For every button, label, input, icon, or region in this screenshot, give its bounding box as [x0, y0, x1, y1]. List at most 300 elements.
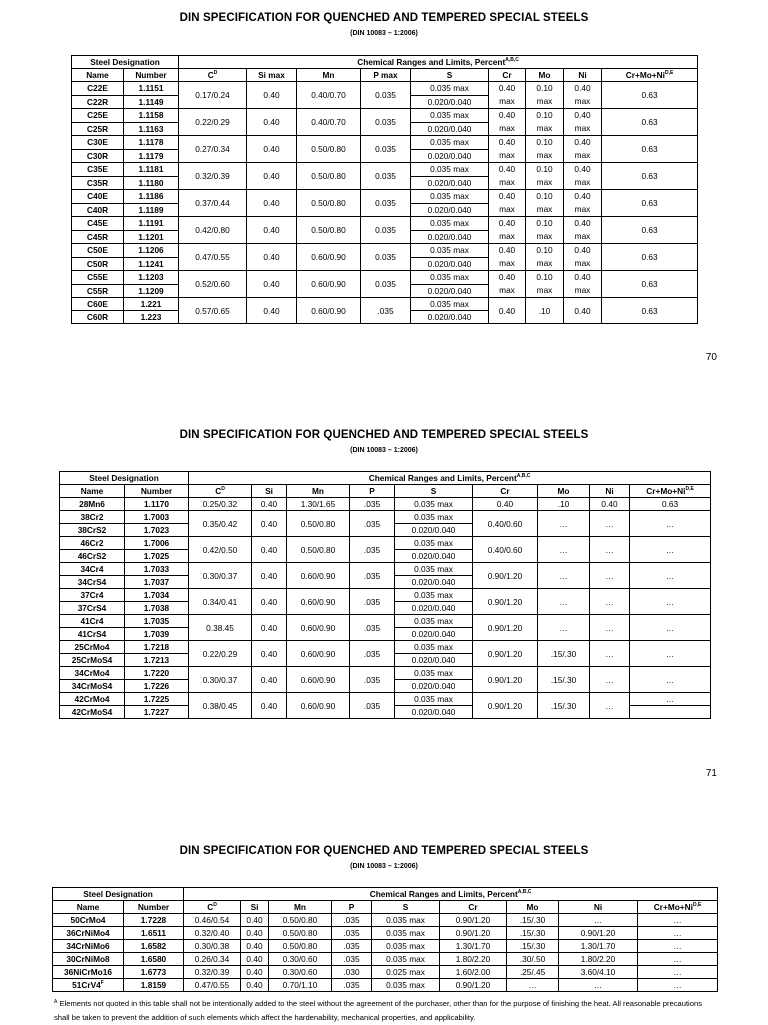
table-row — [53, 979, 718, 992]
steel-name: 38Cr2 — [60, 511, 125, 524]
table-cell: .15/.30 — [538, 693, 590, 719]
section3-subtitle: (DIN 10083 – 1:2006) — [350, 863, 418, 870]
table-cell: 0.26/0.34 — [184, 953, 241, 966]
steel-name: 34CrS4 — [60, 576, 125, 589]
table-cell: 1.60/2.00 — [440, 966, 507, 979]
table-cell: 0.60/0.90 — [287, 589, 350, 615]
table-row — [60, 589, 711, 602]
steel-number: 1.1206 — [124, 244, 179, 258]
table-cell: 0.40 — [252, 563, 287, 589]
table-cell: .15/.30 — [538, 641, 590, 667]
steel-number: 1.7227 — [125, 706, 189, 719]
table-cell: … — [538, 615, 590, 641]
table-row — [60, 511, 711, 524]
steel-name: 28Mn6 — [60, 498, 125, 511]
table-cell: … — [590, 563, 630, 589]
table-cell: 0.020/0.040 — [411, 122, 489, 136]
steel-number: 1.7035 — [125, 615, 189, 628]
table-cell: 0.40 — [241, 940, 269, 953]
table-cell: 0.40/0.60 — [473, 511, 538, 537]
table-row — [72, 244, 698, 258]
table-cell: 0.40 — [247, 136, 297, 163]
steel-name: 34CrMoS4 — [60, 680, 125, 693]
steel-number: 1.6511 — [124, 927, 184, 940]
table-cell: 0.035 — [361, 82, 411, 109]
steel-number: 1.7220 — [125, 667, 189, 680]
steel-name: 50CrMo4 — [53, 914, 124, 927]
table-cell: .10 — [538, 498, 590, 511]
table-cell: 0.40 max — [489, 190, 526, 217]
steel-name: C45R — [72, 230, 124, 244]
table-row — [72, 271, 698, 285]
steel-number: 1.6582 — [124, 940, 184, 953]
table-row — [72, 82, 698, 96]
table-cell: 0.63 — [630, 498, 711, 511]
table-cell: 0.60/0.90 — [297, 298, 361, 324]
table-cell: 0.60/0.90 — [297, 271, 361, 298]
column-header: Cr — [473, 485, 538, 498]
table-row — [53, 927, 718, 940]
table-cell: 0.035 — [361, 244, 411, 271]
table-cell: … — [590, 615, 630, 641]
table-cell: … — [638, 979, 718, 992]
table-cell: … — [538, 537, 590, 563]
table-cell: 0.40 — [473, 498, 538, 511]
steel-name: 25CrMoS4 — [60, 654, 125, 667]
steel-name: 36CrNiMo4 — [53, 927, 124, 940]
steel-number: 1.7023 — [125, 524, 189, 537]
steel-number: 1.7037 — [125, 576, 189, 589]
table-cell: … — [630, 511, 711, 537]
table-cell: 0.50/0.80 — [297, 136, 361, 163]
table-cell: 0.60/0.90 — [287, 615, 350, 641]
table-cell: 0.34/0.41 — [189, 589, 252, 615]
steel-number: 1.7226 — [125, 680, 189, 693]
table-cell: 0.035 max — [395, 563, 473, 576]
table-cell: 1.80/2.20 — [559, 953, 638, 966]
table-cell: 0.40 — [247, 298, 297, 324]
table-cell: 0.60/0.90 — [297, 244, 361, 271]
steel-name: 42CrMoS4 — [60, 706, 125, 719]
table-cell: .035 — [332, 940, 372, 953]
table-cell: .10 — [526, 298, 564, 324]
steel-name: C40E — [72, 190, 124, 204]
table-cell: 0.30/0.37 — [189, 667, 252, 693]
table-cell: .035 — [332, 979, 372, 992]
table-cell: … — [590, 667, 630, 693]
table-cell: 0.10 max — [526, 109, 564, 136]
table-row — [72, 136, 698, 150]
steel-number: 1.1181 — [124, 163, 179, 177]
steel-number: 1.1179 — [124, 149, 179, 163]
column-header: Mo — [526, 69, 564, 82]
section2-subtitle: (DIN 10083 – 1:2006) — [350, 447, 418, 454]
table-cell: 0.40/0.70 — [297, 109, 361, 136]
table-cell: 0.40 — [252, 498, 287, 511]
table-cell: … — [538, 589, 590, 615]
table-cell: 0.40 — [252, 641, 287, 667]
steel-name: C40R — [72, 203, 124, 217]
table-cell: 0.035 max — [395, 641, 473, 654]
table-cell: .035 — [350, 498, 395, 511]
column-header: Ni — [564, 69, 602, 82]
table-cell: 0.40/0.60 — [473, 537, 538, 563]
table-cell: 1.30/1.70 — [440, 940, 507, 953]
table-cell: … — [638, 927, 718, 940]
table-cell: 0.32/0.39 — [179, 163, 247, 190]
table-cell: .15/.30 — [507, 927, 559, 940]
table-cell: 0.40 — [252, 511, 287, 537]
steel-number: 1.7006 — [125, 537, 189, 550]
table-cell: 0.020/0.040 — [395, 602, 473, 615]
steel-name: 42CrMo4 — [60, 693, 125, 706]
table-cell: 0.035 max — [372, 953, 440, 966]
table-cell: 0.38/0.45 — [189, 693, 252, 719]
table-cell: 0.020/0.040 — [395, 550, 473, 563]
table-cell: 0.42/0.80 — [179, 217, 247, 244]
table-cell: .15/.30 — [507, 914, 559, 927]
table-cell: … — [538, 511, 590, 537]
steel-number: 1.1209 — [124, 284, 179, 298]
steel-number: 1.7038 — [125, 602, 189, 615]
table-cell: .035 — [350, 563, 395, 589]
table-cell: … — [630, 563, 711, 589]
table-cell: 0.30/0.38 — [184, 940, 241, 953]
table-cell: 0.40 — [252, 537, 287, 563]
steel-name: 37CrS4 — [60, 602, 125, 615]
table-cell: 0.60/0.90 — [287, 641, 350, 667]
column-header: P max — [361, 69, 411, 82]
table-cell: .035 — [332, 953, 372, 966]
table-cell: .035 — [350, 693, 395, 719]
table-cell: … — [630, 537, 711, 563]
page-number-71: 71 — [705, 768, 717, 779]
table-cell: 0.63 — [602, 217, 698, 244]
chemical-ranges-header: Chemical Ranges and Limits, Percent$^{A,B,C}$ — [184, 888, 718, 901]
table-cell: 0.52/0.60 — [179, 271, 247, 298]
table-cell: … — [590, 537, 630, 563]
table-cell: 0.60/0.90 — [287, 693, 350, 719]
table-row — [72, 190, 698, 204]
column-header: Si max — [247, 69, 297, 82]
column-header: $C^D$ — [179, 69, 247, 82]
number-header: Number — [124, 901, 184, 914]
table-cell: 0.020/0.040 — [411, 149, 489, 163]
steel-number: 1.223 — [124, 311, 179, 324]
table-cell: 0.90/1.20 — [559, 927, 638, 940]
table-cell: 0.020/0.040 — [395, 680, 473, 693]
steel-name: 34Cr4 — [60, 563, 125, 576]
steel-name: 37Cr4 — [60, 589, 125, 602]
table-cell: 0.025 max — [372, 966, 440, 979]
table-cell: .25/.45 — [507, 966, 559, 979]
column-header: Mn — [297, 69, 361, 82]
table-cell: 0.90/1.20 — [473, 641, 538, 667]
table-cell: 0.40 — [252, 589, 287, 615]
table-cell: 0.50/0.80 — [269, 940, 332, 953]
table-cell: 0.63 — [602, 82, 698, 109]
steel-number: 1.7228 — [124, 914, 184, 927]
table-cell: 0.020/0.040 — [411, 257, 489, 271]
table-cell: 0.020/0.040 — [411, 203, 489, 217]
steel-designation-header: Steel Designation — [72, 56, 179, 69]
steel-number: 1.1163 — [124, 122, 179, 136]
table-cell: .035 — [350, 667, 395, 693]
table-cell: 0.035 max — [411, 298, 489, 311]
table-cell: 0.035 — [361, 136, 411, 163]
table-cell: 0.40/0.70 — [297, 82, 361, 109]
table-cell: … — [630, 589, 711, 615]
table-cell: 1.80/2.20 — [440, 953, 507, 966]
steel-number: 1.7039 — [125, 628, 189, 641]
table-cell: … — [559, 914, 638, 927]
name-header: Name — [53, 901, 124, 914]
table-cell: … — [638, 953, 718, 966]
column-header: Mn — [269, 901, 332, 914]
table-cell: 0.40 max — [564, 163, 602, 190]
table-row — [60, 641, 711, 654]
table-cell: 0.40 — [489, 298, 526, 324]
table-cell: 0.40 max — [564, 271, 602, 298]
steel-name: 36NiCrMo16 — [53, 966, 124, 979]
table-cell: .030 — [332, 966, 372, 979]
steel-number: 1.1191 — [124, 217, 179, 231]
steel-name: 41Cr4 — [60, 615, 125, 628]
table-cell: 0.035 — [361, 271, 411, 298]
table-cell: … — [638, 940, 718, 953]
table-cell: 0.90/1.20 — [440, 927, 507, 940]
steel-number: 1.7218 — [125, 641, 189, 654]
steel-number: 1.1178 — [124, 136, 179, 150]
table-cell: 0.035 — [361, 190, 411, 217]
table-cell: 0.40 max — [564, 109, 602, 136]
table-cell: .035 — [350, 537, 395, 563]
table-cell: .15/.30 — [507, 940, 559, 953]
table-cell: … — [630, 641, 711, 667]
table-cell: 0.40 — [247, 82, 297, 109]
section3-title: DIN SPECIFICATION FOR QUENCHED AND TEMPERED SPECIAL STEELS — [179, 845, 589, 857]
table-cell: … — [590, 589, 630, 615]
table-cell: 0.10 max — [526, 244, 564, 271]
table-cell: 0.90/1.20 — [473, 667, 538, 693]
table-cell: … — [630, 615, 711, 641]
table-row — [53, 953, 718, 966]
table-cell: 0.035 max — [411, 82, 489, 96]
column-header: S — [372, 901, 440, 914]
table-cell: … — [590, 511, 630, 537]
table-cell: 0.40 max — [564, 217, 602, 244]
table-cell: 0.50/0.80 — [269, 927, 332, 940]
steel-name: C22R — [72, 95, 124, 109]
table-cell: 0.50/0.80 — [297, 163, 361, 190]
table-cell: 0.035 — [361, 109, 411, 136]
table-cell: 0.40 — [252, 693, 287, 719]
steel-number: 1.1201 — [124, 230, 179, 244]
steel-name: C30E — [72, 136, 124, 150]
steel-name: C50R — [72, 257, 124, 271]
steel-name: 30CrNiMo8 — [53, 953, 124, 966]
table-cell: 0.90/1.20 — [440, 979, 507, 992]
table-cell: 0.020/0.040 — [395, 524, 473, 537]
column-header: $Cr+Mo+Ni^{D,E}$ — [630, 485, 711, 498]
table-cell: 0.40 — [247, 109, 297, 136]
table-cell: … — [538, 563, 590, 589]
steel-designation-header: Steel Designation — [60, 472, 189, 485]
table-cell: 0.10 max — [526, 190, 564, 217]
table-cell: 0.63 — [602, 136, 698, 163]
spec-table-3 — [52, 887, 718, 992]
table-cell: 0.020/0.040 — [411, 230, 489, 244]
steel-name: 34CrMo4 — [60, 667, 125, 680]
table-cell: 0.40 — [247, 217, 297, 244]
chemical-ranges-header: Chemical Ranges and Limits, Percent$^{A,B,C}$ — [189, 472, 711, 485]
steel-name: 38CrS2 — [60, 524, 125, 537]
table-row — [53, 914, 718, 927]
table-cell: 0.40 — [241, 979, 269, 992]
table-cell: … — [590, 641, 630, 667]
table-cell: 0.035 max — [395, 537, 473, 550]
table-cell: .035 — [332, 914, 372, 927]
table-cell: 0.30/0.37 — [189, 563, 252, 589]
table-cell: 0.70/1.10 — [269, 979, 332, 992]
table-cell: 0.035 max — [411, 136, 489, 150]
table-cell: 0.63 — [602, 271, 698, 298]
table-cell: 0.22/0.29 — [179, 109, 247, 136]
table-cell: 0.035 max — [395, 615, 473, 628]
table-cell: 0.40 max — [489, 244, 526, 271]
table-cell: 0.035 max — [411, 163, 489, 177]
table-cell: 0.50/0.80 — [297, 217, 361, 244]
steel-name: C60E — [72, 298, 124, 311]
steel-name: 41CrS4 — [60, 628, 125, 641]
table-cell: .035 — [350, 615, 395, 641]
table-cell: 0.40 max — [564, 136, 602, 163]
table-cell: 0.63 — [602, 163, 698, 190]
table-cell: 0.40 max — [564, 190, 602, 217]
table-cell: 0.035 — [361, 163, 411, 190]
table-cell: … — [507, 979, 559, 992]
section1-title: DIN SPECIFICATION FOR QUENCHED AND TEMPERED SPECIAL STEELS — [179, 12, 589, 24]
steel-name: C55E — [72, 271, 124, 285]
table-cell: … — [638, 966, 718, 979]
steel-name: C25E — [72, 109, 124, 123]
table-cell: 0.90/1.20 — [473, 563, 538, 589]
table-cell: 0.40 — [247, 271, 297, 298]
table-cell: 0.020/0.040 — [395, 628, 473, 641]
steel-name: C50E — [72, 244, 124, 258]
table-cell: 0.50/0.80 — [269, 914, 332, 927]
table-cell: 1.30/1.70 — [559, 940, 638, 953]
table-cell: 0.035 max — [411, 109, 489, 123]
table-cell: .15/.30 — [538, 667, 590, 693]
table-cell: 0.035 — [361, 217, 411, 244]
table-cell: 0.63 — [602, 190, 698, 217]
table-row — [60, 693, 711, 706]
table-cell: 1.30/1.65 — [287, 498, 350, 511]
table-cell: 0.25/0.32 — [189, 498, 252, 511]
table-cell: 0.37/0.44 — [179, 190, 247, 217]
table-row — [72, 217, 698, 231]
table-cell: 0.035 max — [411, 244, 489, 258]
table-cell: 0.50/0.80 — [297, 190, 361, 217]
table-cell: 0.035 max — [395, 511, 473, 524]
table-row — [60, 615, 711, 628]
table-cell: 0.40 — [564, 298, 602, 324]
spec-table-2 — [59, 471, 711, 719]
table-cell: 0.40 — [241, 914, 269, 927]
table-cell: 0.020/0.040 — [395, 654, 473, 667]
steel-number: 1.7033 — [125, 563, 189, 576]
column-header: Ni — [559, 901, 638, 914]
table-cell: 0.40 — [241, 927, 269, 940]
table-cell: 0.020/0.040 — [411, 176, 489, 190]
table-row — [72, 109, 698, 123]
steel-name: C35E — [72, 163, 124, 177]
steel-name: C35R — [72, 176, 124, 190]
column-header: $C^D$ — [184, 901, 241, 914]
table-cell: 0.40 — [247, 190, 297, 217]
table-cell: 0.40 — [252, 667, 287, 693]
steel-number: 1.6773 — [124, 966, 184, 979]
table-cell: .035 — [332, 927, 372, 940]
table-cell: 0.60/0.90 — [287, 563, 350, 589]
table-cell: 0.020/0.040 — [411, 284, 489, 298]
column-header: Si — [241, 901, 269, 914]
table-cell: 0.020/0.040 — [411, 311, 489, 324]
name-header: Name — [72, 69, 124, 82]
column-header: Mo — [538, 485, 590, 498]
table-cell: 0.40 — [252, 615, 287, 641]
steel-designation-header: Steel Designation — [53, 888, 184, 901]
table-cell: 0.17/0.24 — [179, 82, 247, 109]
table-cell: 0.035 max — [372, 940, 440, 953]
table-cell: 0.30/0.60 — [269, 953, 332, 966]
steel-number: 1.1149 — [124, 95, 179, 109]
table-cell — [630, 706, 711, 719]
steel-name: 46CrS2 — [60, 550, 125, 563]
table-cell: 0.035 max — [395, 589, 473, 602]
table-cell: 0.035 max — [411, 217, 489, 231]
table-cell: 0.63 — [602, 298, 698, 324]
table-cell: 0.035 max — [372, 979, 440, 992]
table-cell: 0.57/0.65 — [179, 298, 247, 324]
table-row — [60, 498, 711, 511]
chemical-ranges-header: Chemical Ranges and Limits, Percent$^{A,B,C}$ — [179, 56, 698, 69]
steel-number: 1.1186 — [124, 190, 179, 204]
table-cell: 0.40 — [247, 244, 297, 271]
table-cell: 0.035 max — [395, 693, 473, 706]
table-cell: .035 — [350, 511, 395, 537]
table-cell: 0.46/0.54 — [184, 914, 241, 927]
table-cell: 0.40 max — [489, 271, 526, 298]
table-cell: 0.035 max — [411, 190, 489, 204]
table-cell: 0.035 max — [372, 927, 440, 940]
table-cell: 0.90/1.20 — [473, 589, 538, 615]
table-row — [72, 163, 698, 177]
table-cell: 0.30/0.60 — [269, 966, 332, 979]
table-cell: .035 — [350, 641, 395, 667]
table-cell: 0.020/0.040 — [411, 95, 489, 109]
steel-number: 1.8159 — [124, 979, 184, 992]
table-cell: 0.40 — [241, 966, 269, 979]
steel-name: C55R — [72, 284, 124, 298]
steel-number: 1.1180 — [124, 176, 179, 190]
steel-name: C30R — [72, 149, 124, 163]
table-cell: 0.40 — [247, 163, 297, 190]
table-cell: 0.50/0.80 — [287, 511, 350, 537]
table-cell: .30/.50 — [507, 953, 559, 966]
table-cell: 0.035 max — [395, 667, 473, 680]
